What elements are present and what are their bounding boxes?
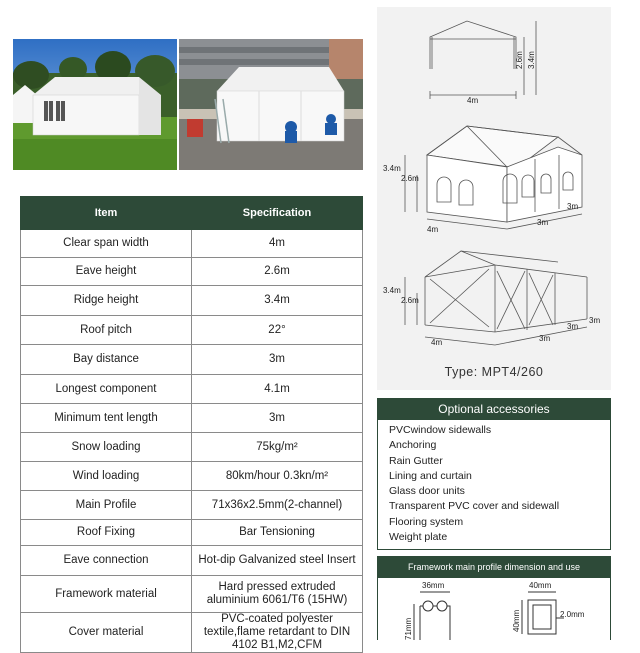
row-value: 22° bbox=[192, 316, 363, 345]
table-row bbox=[21, 433, 363, 462]
row-value: Bar Tensioning bbox=[192, 520, 363, 546]
row-value: 3m bbox=[192, 404, 363, 433]
persp-eave-label: 2.6m bbox=[401, 174, 419, 183]
frame-width-label: 4m bbox=[431, 338, 443, 347]
row-value: 80km/hour 0.3kn/m² bbox=[192, 462, 363, 491]
table-row bbox=[21, 345, 363, 375]
list-item: PVCwindow sidewalls bbox=[389, 424, 492, 436]
frame-bay1-label: 3m bbox=[539, 334, 551, 343]
row-item: Cover material bbox=[21, 613, 192, 653]
row-item: Minimum tent length bbox=[21, 404, 192, 433]
row-item: Clear span width bbox=[21, 230, 192, 258]
row-item: Eave height bbox=[21, 258, 192, 286]
frame-eave-label: 2.6m bbox=[401, 296, 419, 305]
list-item: Lining and curtain bbox=[389, 469, 472, 482]
profile2-height-label: 40mm bbox=[512, 609, 521, 632]
table-row bbox=[21, 286, 363, 316]
table-row bbox=[21, 491, 363, 520]
accessories-title: Optional accessories bbox=[377, 398, 611, 420]
profile2-thickness-label: 2.0mm bbox=[560, 610, 585, 619]
list-item: Flooring system bbox=[389, 515, 464, 528]
frame-bay2-label: 3m bbox=[567, 322, 579, 331]
table-row bbox=[21, 613, 363, 653]
list-item: Transparent PVC cover and sidewall bbox=[389, 500, 560, 513]
front-eave-label: 2.6m bbox=[515, 51, 524, 69]
row-value: 71x36x2.5mm(2-channel) bbox=[192, 491, 363, 520]
table-row bbox=[21, 316, 363, 345]
table-row bbox=[21, 520, 363, 546]
row-item: Wind loading bbox=[21, 462, 192, 491]
front-ridge-label: 3.4m bbox=[527, 51, 536, 69]
row-item: Roof Fixing bbox=[21, 520, 192, 546]
framework-profile-box bbox=[377, 578, 611, 640]
column-header-specification: Specification bbox=[192, 197, 363, 230]
row-item: Roof pitch bbox=[21, 316, 192, 345]
row-value: 3.4m bbox=[192, 286, 363, 316]
row-value: Hard pressed extruded aluminium 6061/T6 (15HW) bbox=[192, 576, 363, 613]
row-item: Bay distance bbox=[21, 345, 192, 375]
row-value: 4m bbox=[192, 230, 363, 258]
accessories-list bbox=[378, 423, 610, 545]
profile2-width-label: 40mm bbox=[529, 581, 552, 590]
framework-title: Framework main profile dimension and use bbox=[377, 556, 611, 578]
profile1-width-label: 36mm bbox=[422, 581, 445, 590]
tent-photo-installation bbox=[179, 39, 363, 170]
persp-width-label: 4m bbox=[427, 225, 439, 234]
row-item: Main Profile bbox=[21, 491, 192, 520]
list-item: Rain Gutter bbox=[389, 454, 443, 467]
profile1-height-label: 71mm bbox=[404, 617, 413, 640]
table-row bbox=[21, 462, 363, 491]
persp-bay2-label: 3m bbox=[567, 202, 579, 211]
persp-bay1-label: 3m bbox=[537, 218, 549, 227]
tent-type-label: Type: MPT4/260 bbox=[444, 365, 544, 379]
list-item: Weight plate bbox=[389, 531, 448, 544]
row-item: Eave connection bbox=[21, 546, 192, 576]
specification-table bbox=[20, 196, 363, 653]
row-item: Framework material bbox=[21, 576, 192, 613]
row-value: Hot-dip Galvanized steel Insert bbox=[192, 546, 363, 576]
tent-photo-lawn bbox=[13, 39, 177, 170]
frame-bay3-label: 3m bbox=[589, 316, 601, 325]
list-item: Glass door units bbox=[389, 485, 465, 498]
table-header-row bbox=[21, 197, 363, 230]
row-item: Ridge height bbox=[21, 286, 192, 316]
table-row bbox=[21, 230, 363, 258]
tent-drawings bbox=[377, 7, 611, 390]
table-row bbox=[21, 258, 363, 286]
row-value: 4.1m bbox=[192, 375, 363, 404]
table-row bbox=[21, 404, 363, 433]
tent-drawings-panel bbox=[377, 7, 611, 390]
table-row bbox=[21, 546, 363, 576]
column-header-item: Item bbox=[21, 197, 192, 230]
row-value: 2.6m bbox=[192, 258, 363, 286]
front-width-label: 4m bbox=[467, 96, 479, 105]
list-item: Anchoring bbox=[389, 439, 437, 452]
table-row bbox=[21, 375, 363, 404]
accessories-list-box bbox=[377, 420, 611, 550]
row-item: Longest component bbox=[21, 375, 192, 404]
row-item: Snow loading bbox=[21, 433, 192, 462]
persp-ridge-label: 3.4m bbox=[383, 164, 401, 173]
frame-ridge-label: 3.4m bbox=[383, 286, 401, 295]
table-row bbox=[21, 576, 363, 613]
row-value: 75kg/m² bbox=[192, 433, 363, 462]
row-value: PVC-coated polyester textile,flame retardant to DIN 4102 B1,M2,CFM bbox=[192, 613, 363, 653]
row-value: 3m bbox=[192, 345, 363, 375]
